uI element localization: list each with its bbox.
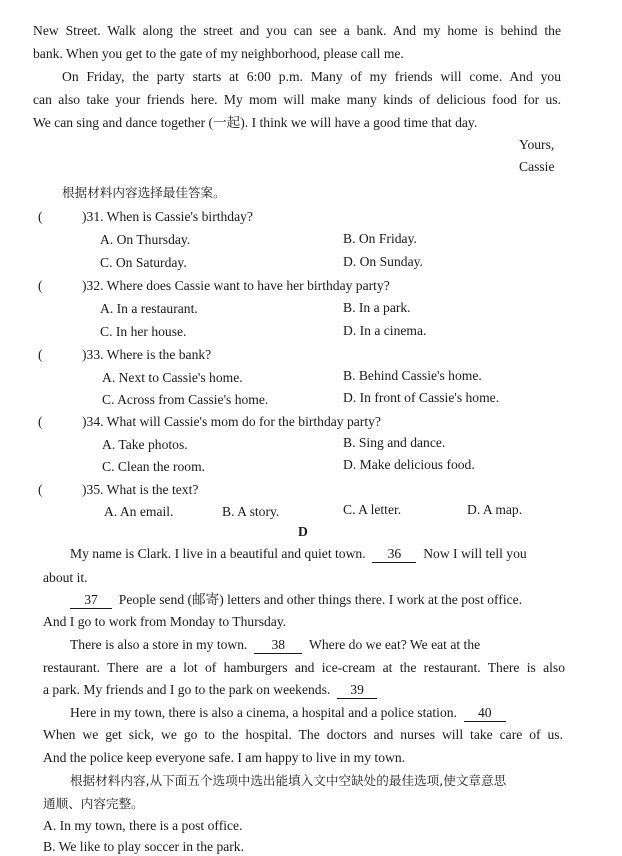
option-c: C. In her house. xyxy=(100,324,187,339)
option-d: D. In a cinema. xyxy=(343,323,427,338)
question-33 xyxy=(38,346,211,364)
option-d: D. In front of Cassie's home. xyxy=(343,390,500,405)
letter-line: We can sing and dance together (一起). I think we will have a good time that day. xyxy=(33,115,478,130)
passage-line: There is also a store in my town. 38 Where do we eat? We eat at the xyxy=(70,637,481,652)
option-d: D. A map. xyxy=(467,502,523,517)
question-31 xyxy=(38,208,253,226)
letter-closing: Yours, xyxy=(519,137,555,152)
question-stem: )35. What is the text? xyxy=(82,482,199,497)
question-stem: )31. When is Cassie's birthday? xyxy=(82,209,253,224)
option-a: A. In my town, there is a post office. xyxy=(43,818,243,833)
blank-39: 39 xyxy=(337,682,377,699)
instruction-d: 根据材料内容,从下面五个选项中选出能填入文中空缺处的最佳选项,使文章意思 xyxy=(70,773,507,788)
option-a: A. Take photos. xyxy=(102,437,188,452)
option-c: C. On Saturday. xyxy=(100,255,187,270)
option-a: A. In a restaurant. xyxy=(100,301,198,316)
letter-line: On Friday, the party starts at 6:00 p.m. Many of my friends will come. And you xyxy=(62,69,561,84)
option-d: D. On Sunday. xyxy=(343,254,423,269)
option-a: A. On Thursday. xyxy=(100,232,191,247)
option-b: B. In a park. xyxy=(343,300,411,315)
blank-36: 36 xyxy=(372,546,416,563)
option-b: B. On Friday. xyxy=(343,231,417,246)
passage-line: 37 People send (邮寄) letters and other things there. I work at the post office. xyxy=(70,591,522,609)
passage-line: restaurant. There are a lot of hamburgers and ice-cream at the restaurant. There is also xyxy=(43,660,565,675)
option-b: B. Sing and dance. xyxy=(343,435,446,450)
passage-line: My name is Clark. I live in a beautiful and quiet town. 36 Now I will tell you xyxy=(70,546,527,561)
passage-line: And the police keep everyone safe. I am happy to live in my town. xyxy=(43,750,406,765)
answer-paren: ( xyxy=(38,209,43,224)
letter-line: bank. When you get to the gate of my neighborhood, please call me. xyxy=(33,46,404,61)
option-b: B. Behind Cassie's home. xyxy=(343,368,482,383)
blank-40: 40 xyxy=(464,705,506,722)
option-a: A. Next to Cassie's home. xyxy=(102,370,243,385)
question-stem: )33. Where is the bank? xyxy=(82,347,212,362)
option-a: A. An email. xyxy=(104,504,174,519)
section-heading: D xyxy=(298,524,308,539)
question-32 xyxy=(38,277,390,295)
blank-37: 37 xyxy=(70,592,112,609)
letter-line: New Street. Walk along the street and you can see a bank. And my home is behind the xyxy=(33,23,561,38)
answer-paren: ( xyxy=(38,414,43,429)
passage-line: When we get sick, we go to the hospital. The doctors and nurses will take care of us. xyxy=(43,727,563,742)
answer-paren: ( xyxy=(38,278,43,293)
question-35 xyxy=(38,481,198,499)
answer-paren: ( xyxy=(38,347,43,362)
instruction-c: 根据材料内容选择最佳答案。 xyxy=(62,185,226,200)
letter-line: can also take your friends here. My mom will make many kinds of delicious food for us. xyxy=(33,92,561,107)
instruction-d: 通顺、内容完整。 xyxy=(43,796,144,811)
passage-line: And I go to work from Monday to Thursday. xyxy=(43,614,287,629)
option-b: B. A story. xyxy=(222,504,280,519)
blank-38: 38 xyxy=(254,637,302,654)
passage-line: a park. My friends and I go to the park on weekends. 39 xyxy=(43,681,377,699)
answer-paren: ( xyxy=(38,482,43,497)
option-d: D. Make delicious food. xyxy=(343,457,475,472)
option-c: C. Clean the room. xyxy=(102,459,206,474)
passage-line: Here in my town, there is also a cinema, a hospital and a police station. 40 xyxy=(70,704,506,722)
passage-line: about it. xyxy=(43,570,88,585)
letter-signature: Cassie xyxy=(519,159,555,174)
question-stem: )34. What will Cassie's mom do for the birthday party? xyxy=(82,414,381,429)
question-stem: )32. Where does Cassie want to have her birthday party? xyxy=(82,278,390,293)
option-c: C. Across from Cassie's home. xyxy=(102,392,269,407)
option-b: B. We like to play soccer in the park. xyxy=(43,839,244,854)
question-34 xyxy=(38,413,381,431)
option-c: C. A letter. xyxy=(343,502,402,517)
